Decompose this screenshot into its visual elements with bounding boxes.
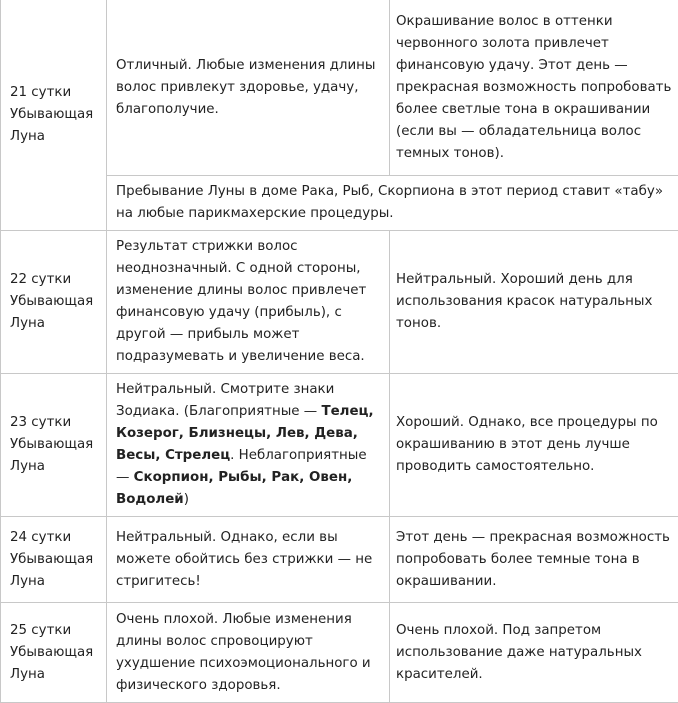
day-number: 24 сутки (10, 527, 100, 549)
moon-phase: Убывающая (10, 642, 100, 664)
day-number: 23 сутки (10, 412, 100, 434)
day-cell (1, 374, 107, 517)
moon-phase: Убывающая (10, 291, 100, 313)
haircut-intro: Нейтральный. Смотрите знаки Зодиака. (Благоприятные — (116, 382, 334, 419)
haircut-cell: Нейтральный. Однако, если вы можете обойтись без стрижки — не стригитесь! (107, 517, 390, 603)
moon-word: Луна (10, 456, 100, 478)
moon-word: Луна (10, 571, 100, 593)
moon-phase: Убывающая (10, 104, 100, 126)
moon-word: Луна (10, 126, 100, 148)
day-number: 25 сутки (10, 620, 100, 642)
moon-word: Луна (10, 313, 100, 335)
haircut-cell: Результат стрижки волос неоднозначный. С одной стороны, изменение длины волос привлечет финансовую удачу (прибыль), с другой — прибыль может подразумевать и увеличение веса. (107, 231, 390, 374)
coloring-cell: Окрашивание волос в оттенки червонного золота привлечет финансовую удачу. Этот день — прекрасная возможность попробовать более светлые тона в окрашивании (если вы — обладательница волос темных тонов). (390, 0, 678, 176)
day-number: 21 сутки (10, 82, 100, 104)
moon-phase: Убывающая (10, 434, 100, 456)
note-cell: Пребывание Луны в доме Рака, Рыб, Скорпиона в этот период ставит «табу» на любые парикмахерские процедуры. (107, 176, 678, 231)
day-cell (1, 0, 107, 231)
haircut-end: ) (184, 492, 189, 507)
coloring-cell: Нейтральный. Хороший день для использования красок натуральных тонов. (390, 231, 678, 374)
moon-phase: Убывающая (10, 549, 100, 571)
haircut-cell (107, 374, 390, 517)
day-cell (1, 231, 107, 374)
coloring-cell: Хороший. Однако, все процедуры по окрашиванию в этот день лучше проводить самостоятельно. (390, 374, 678, 517)
table-row (1, 374, 678, 517)
day-cell (1, 603, 107, 703)
haircut-cell: Очень плохой. Любые изменения длины волос спровоцируют ухудшение психоэмоционального и физического здоровья. (107, 603, 390, 703)
coloring-cell: Этот день — прекрасная возможность попробовать более темные тона в окрашивании. (390, 517, 678, 603)
unfavorable-signs: Скорпион, Рыбы, Рак, Овен, Водолей (116, 470, 352, 507)
haircut-mid: . Неблагоприятные — (116, 448, 367, 485)
table-row (1, 603, 678, 703)
favorable-signs: Телец, Козерог, Близнецы, Лев, Дева, Весы, Стрелец (116, 404, 374, 463)
table-row (1, 517, 678, 603)
day-number: 22 сутки (10, 269, 100, 291)
table-row (1, 0, 678, 176)
day-cell (1, 517, 107, 603)
moon-word: Луна (10, 664, 100, 686)
coloring-cell: Очень плохой. Под запретом использование даже натуральных красителей. (390, 603, 678, 703)
haircut-cell: Отличный. Любые изменения длины волос привлекут здоровье, удачу, благополучие. (107, 0, 390, 176)
table-row (1, 231, 678, 374)
